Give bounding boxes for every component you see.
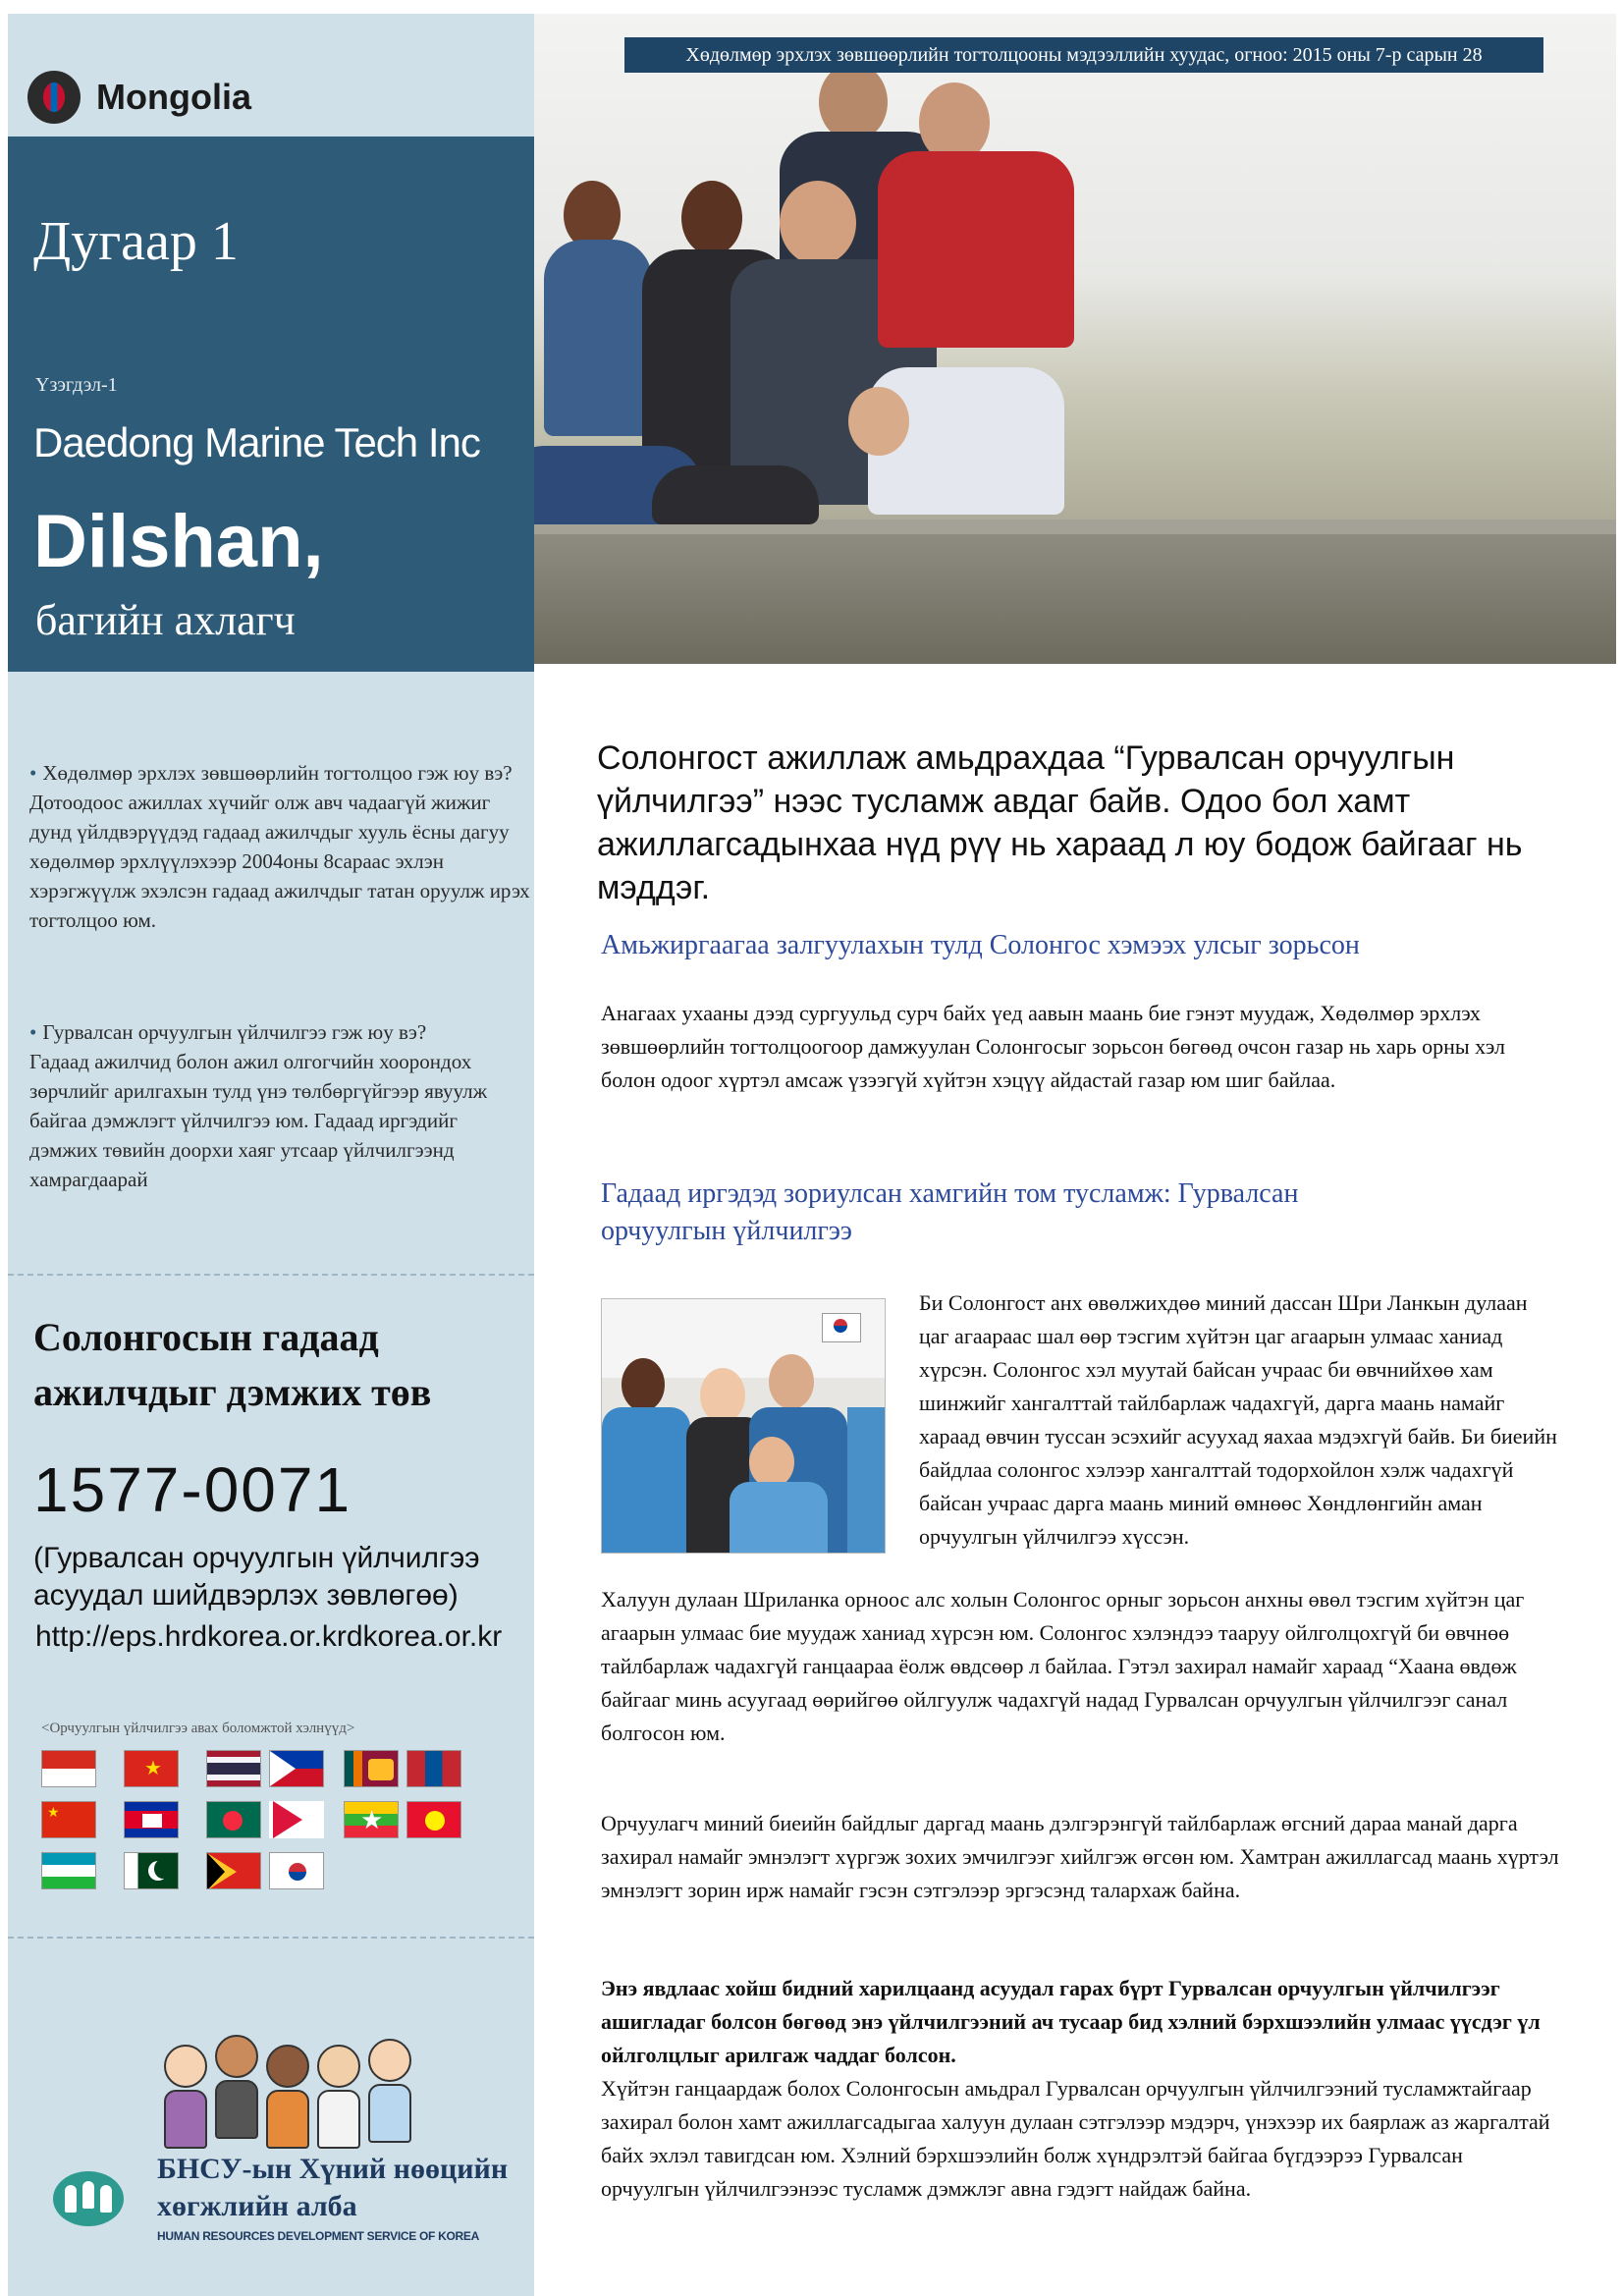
paragraph: Би Солонгост анх өвөлжихдөө миний дассан Шри Ланкын дулаан цаг агаараас шал өөр тэсгим хүйтэн цаг агаарын улмаас ханиад хүрсэн. Солонгос хэл муутай байсан учраас би өвчнийхөө хам шинжийг хангалттай тайлбарлаж чадахгүй, дарга маань намайг хараад өвчин туссан эсэхийг асуухад яахаа мэдэхгүй байв. Би биеийн байдлаа солонгос хэлээр хангалттай тодорхойлон хэлж чадахгүй байсан учраас дарга маань миний өмнөөс Хөндлөнгийн аман орчуулгын үйлчилгээ хүссэн. [919,1290,1557,1549]
bullet-icon: • [29,1020,37,1044]
section-heading: Гадаад иргэдэд зориулсан хамгийн том тусламж: Гурвалсан орчуулгын үйлчилгээ [601,1178,1299,1246]
timor-leste-flag-icon [206,1852,261,1889]
logo-row [8,14,534,137]
divider [8,1937,534,1939]
divider [8,1274,534,1276]
china-flag-icon: ★ [41,1801,96,1838]
issue-title: Дугаар 1 [33,211,239,272]
indonesia-flag-icon [41,1750,96,1787]
sri-lanka-flag-icon [344,1750,399,1787]
vietnam-flag-icon: ★ [124,1750,179,1787]
mongolia-flag-icon [406,1750,461,1787]
paragraph: Анагаах ухааны дээд сургуульд сурч байх үед аавын маань бие гэнэт муудаж, Хөдөлмөр эрхлэх зөвшөөрлийн тогтолцоогоор дамжуулан Солонгосыг зорьсон бөгөөд очсон газар нь харь орны хэл болон одоог хүртэл амсаж үзээгүй хүйтэн хэцүү айдастай газар юм шиг байлаа. [601,1001,1505,1092]
article-headline: Солонгост ажиллаж амьдрахдаа “Гурвалсан орчуулгын үйлчилгээ” нээс тусламж авдаг байв. Одоо бол хамт ажиллагсадынхаа нүд рүү нь хараад л юу бодож байгааг нь мэддэг. [597,739,1523,906]
philippines-flag-icon [269,1750,324,1787]
country-name: Mongolia [96,77,251,117]
bullet-icon: • [29,761,37,785]
faq-answer: Дотоодоос ажиллах хүчийг олж авч чадаагүй жижиг дунд үйлдвэрүүдэд гадаад ажилчдыг хууль ёсны дагуу хөдөлмөр эрхлүүлэхээр 2004оны 8сараас эхлэн хэрэгжүүлж эхэлсэн гадаад ажилчдыг татан оруулж ирэх тогтолцоо юм. [29,791,530,932]
center-title: Солонгосын гадаад ажилчдыг дэмжих төв [33,1315,432,1414]
mongolia-globe-icon [27,71,81,124]
mascot-illustration [161,2023,465,2149]
person-figure [780,181,856,265]
languages-note: <Орчуулгын үйлчилгээ авах боломжтой хэлнүүд> [41,1721,355,1736]
sidebar-header [8,14,534,672]
pakistan-flag-icon [124,1852,179,1889]
phone-number[interactable]: 1577-0071 [33,1454,352,1525]
thailand-flag-icon [206,1750,261,1787]
uzbekistan-flag-icon [41,1852,96,1889]
myanmar-flag-icon: ★ [344,1801,399,1838]
episode-label: Үзэгдэл-1 [35,374,118,396]
hero-photo [534,14,1616,664]
header-banner: Хөдөлмөр эрхлэх зөвшөөрлийн тогтолцооны мэдээллийн хуудас, огноо: 2015 оны 7-р сарын 28 [624,37,1543,73]
phone-note: (Гурвалсан орчуулгын үйлчилгээ асуудал шийдвэрлэх зөвлөгөө) [33,1542,480,1612]
company-name: Daedong Marine Tech Inc [33,419,480,465]
bangladesh-flag-icon [206,1801,261,1838]
group-photo [601,1298,886,1554]
paragraph: Орчуулагч миний биеийн байдлыг даргад маань дэлгэрэнгүй тайлбарлаж өгсний дараа манай дарга захирал намайг эмнэлэгт хүргэж зохих эмчилгээг хийлгэж өгсөн юм. Хамтран ажиллагсад маань хүртэл эмнэлэгт зорин ирж намайг гэсэн сэтгэлээр эргэсэнд талархаж байна. [601,1811,1559,1902]
sidebar [8,14,534,2296]
person-figure [848,387,909,456]
faq-answer: Гадаад ажилчид болон ажил олгогчийн хоорондох зөрчлийг арилгахын тулд үнэ төлбөргүйгээр явуулж байгаа дэмжлэгт үйлчилгээ юм. Гадаад иргэдийг дэмжих төвийн доорхи хаяг утсаар үйлчилгээнд хамрагдаарай [29,1050,488,1191]
paragraph-bold: Энэ явдлаас хойш бидний харилцаанд асуудал гарах бүрт Гурвалсан орчуулгын үйлчилгээг ашигладаг болсон бөгөөд энэ үйлчилгээний ач тусаар бид хэлний бэрхшээлийн улмаас үүсдэг үл ойлголцлыг арилгаж чаддаг болсон. [601,1976,1541,2067]
faq-question: • Гурвалсан орчуулгын үйлчилгээ гэж юу вэ? [29,1020,427,1044]
faq-item [29,1017,530,1194]
person-name: Dilshan, [33,500,324,583]
hrd-korea-logo-icon [53,2171,124,2226]
kyrgyzstan-flag-icon [406,1801,461,1838]
organization-name: БНСУ-ын Хүний нөөцийн хөгжлийн алба [157,2153,509,2222]
cambodia-flag-icon [124,1801,179,1838]
faq-item [29,758,530,935]
faq-question: • Хөдөлмөр эрхлэх зөвшөөрлийн тогтолцоо гэж юу вэ? [29,761,513,785]
person-figure [681,181,742,255]
korea-flag-icon [269,1852,324,1889]
paragraph: Хүйтэн ганцаардаж болох Солонгосын амьдрал Гурвалсан орчуулгын үйлчилгээний тусламжтайгаар захирал болон хамт ажиллагсадыгаа халуун дулаан сэтгэлээр мэдэрч, үнэхээр их баярлаж аз жаргалтай байх эхлэл тавигдсан юм. Хэлний бэрхшээлийн болж хүндрэлтэй байгаа бүгдээрээ Гурвалсан орчуулгын үйлчилгээнээс тусламж дэмжлэг авна гэдэгт найдаж байна. [601,2076,1550,2201]
website-link[interactable]: http://eps.hrdkorea.or.krdkorea.or.kr [35,1620,503,1653]
person-figure [819,63,888,141]
paragraph: Халуун дулаан Шриланка орноос алс холын Солонгос орныг зорьсон анхны өвөл тэсгим хүйтэн цаг агаарын улмаас бие муудаж ханиад хүрсэн юм. Солонгос хэлэндээ тааруу ойлголцохгүй би өвчнөө тайлбарлаж чадахгүй ганцаараа ёолж өвдсөөр л байлаа. Гэтэл захирал намайг хараад “Хаана өвдөж байгааг минь асуугаад өөрийгөө ойлгуулж чадахгүй надад Гурвалсан орчуулгын үйлчилгээг санал болгосон юм. [601,1587,1525,1745]
nepal-flag-icon [269,1801,324,1838]
organization-name-english: HUMAN RESOURCES DEVELOPMENT SERVICE OF KOREA [157,2229,479,2243]
section-heading: Амьжиргаагаа залгуулахын тулд Солонгос хэмээх улсыг зорьсон [601,930,1360,960]
person-role: багийн ахлагч [35,596,296,644]
